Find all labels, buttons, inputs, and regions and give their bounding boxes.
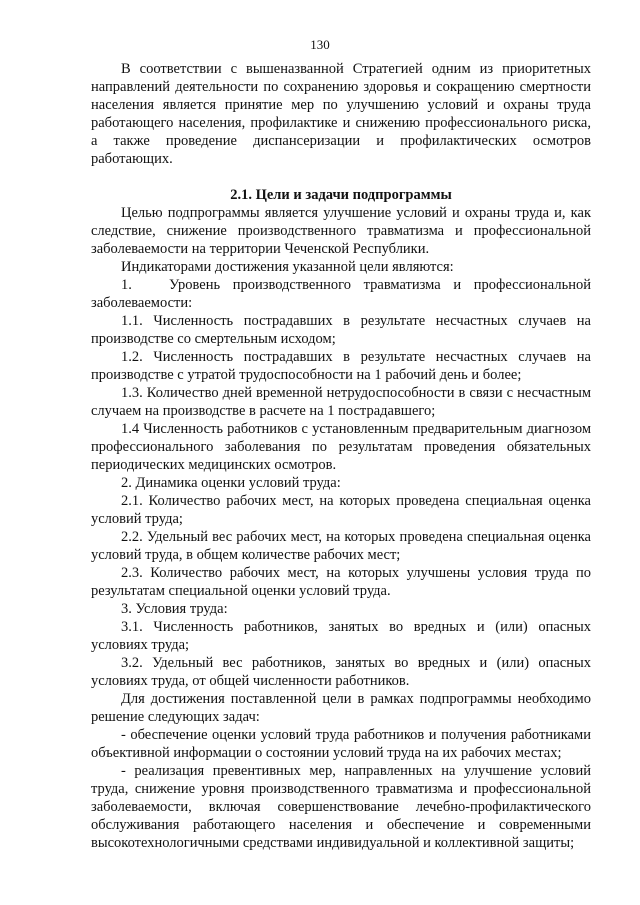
indicators-intro: Индикаторами достижения указанной цели являются:: [121, 259, 454, 275]
task-1: - обеспечение оценки условий труда работников и получения работниками объективной информации о состоянии условий труда на их рабочих местах;: [91, 727, 591, 761]
indicator-1-text: Уровень производственного травматизма и профессиональной заболеваемости:: [91, 277, 591, 311]
indicator-3-1: 3.1. Численность работников, занятых во вредных и (или) опасных условиях труда;: [91, 619, 591, 653]
intro-paragraph: В соответствии с вышеназванной Стратегией одним из приоритетных направлений деятельности по сохранению здоровья и сокращению смертности населения является принятие мер по улучшению условий и охраны труда работающего населения, профилактике и снижению профессионального риска, а также проведение диспансеризации и профилактических осмотров работающих.: [91, 61, 591, 167]
indicator-2: 2. Динамика оценки условий труда:: [121, 475, 341, 491]
section-heading: 2.1. Цели и задачи подпрограммы: [230, 187, 452, 203]
page-number: 130: [310, 37, 330, 52]
indicator-1: [91, 276, 591, 312]
indicator-1-2: 1.2. Численность пострадавших в результате несчастных случаев на производстве с утратой трудоспособности на 1 рабочий день и более;: [91, 349, 591, 383]
document-body: [91, 60, 591, 852]
task-2: - реализация превентивных мер, направленных на улучшение условий труда, снижение уровня производственного травматизма и профессиональной заболеваемости, включая совершенствование лечебно-профилактического обслуживания работающего населения и обеспечение и современными высокотехнологичными средствами индивидуальной и коллективной защиты;: [91, 763, 591, 851]
indicator-3-2: 3.2. Удельный вес работников, занятых во вредных и (или) опасных условиях труда, от общей численности работников.: [91, 655, 591, 689]
indicator-1-4: 1.4 Численность работников с установленным предварительным диагнозом профессионального заболевания по результатам проведения обязательных периодических медицинских осмотров.: [91, 421, 591, 473]
indicator-2-2: 2.2. Удельный вес рабочих мест, на которых проведена специальная оценка условий труда, в общем количестве рабочих мест;: [91, 529, 591, 563]
indicator-3: 3. Условия труда:: [121, 601, 228, 617]
indicator-1-3: 1.3. Количество дней временной нетрудоспособности в связи с несчастным случаем на производстве в расчете на 1 пострадавшего;: [91, 385, 591, 419]
indicator-1-1: 1.1. Численность пострадавших в результате несчастных случаев на производстве со смертельным исходом;: [91, 313, 591, 347]
tasks-intro: Для достижения поставленной цели в рамках подпрограммы необходимо решение следующих задач:: [91, 691, 591, 725]
goal-paragraph: Целью подпрограммы является улучшение условий и охраны труда и, как следствие, снижение производственного травматизма и профессиональной заболеваемости на территории Чеченской Республики.: [91, 205, 591, 257]
indicator-2-1: 2.1. Количество рабочих мест, на которых проведена специальная оценка условий труда;: [91, 493, 591, 527]
indicator-2-3: 2.3. Количество рабочих мест, на которых улучшены условия труда по результатам специальной оценки условий труда.: [91, 565, 591, 599]
indicator-1-number: 1.: [121, 277, 132, 293]
